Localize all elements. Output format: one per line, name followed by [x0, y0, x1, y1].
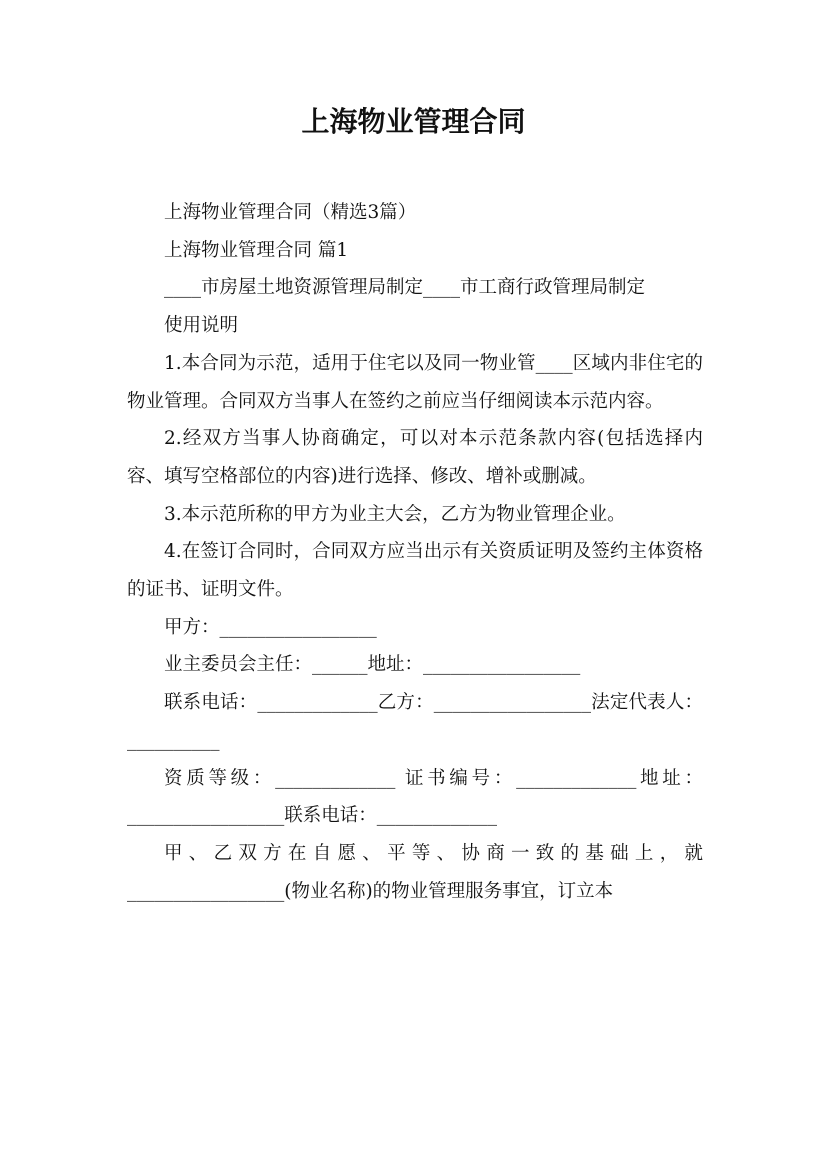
paragraph: 联系电话：_____________乙方：_________________法定代表人：__________ — [127, 692, 703, 751]
paragraph: 1.本合同为示范，适用于住宅以及同一物业管____区域内非住宅的物业管理。合同双方当事人在签约之前应当仔细阅读本示范内容。 — [127, 352, 703, 412]
document-body — [127, 194, 703, 910]
paragraph: 资质等级：_____________ 证书编号：_____________地址：_________________联系电话：_____________ — [127, 767, 703, 827]
paragraph: 上海物业管理合同（精选3篇） — [164, 202, 417, 223]
paragraph: 使用说明 — [164, 315, 239, 337]
paragraph: 甲方：_________________ — [164, 616, 377, 638]
paragraph: 甲、乙双方在自愿、平等、协商一致的基础上，就_________________(物业名称)的物业管理服务事宜，订立本 — [127, 842, 703, 902]
document-title: 上海物业管理合同 — [301, 105, 526, 138]
paragraph: 4.在签订合同时，合同双方应当出示有关资质证明及签约主体资格的证书、证明文件。 — [127, 541, 703, 601]
paragraph: ____市房屋土地资源管理局制定____市工商行政管理局制定 — [164, 277, 646, 299]
paragraph: 业主委员会主任：______地址：_________________ — [164, 654, 581, 676]
paragraph: 上海物业管理合同 篇1 — [164, 239, 349, 261]
paragraph: 3.本示范所称的甲方为业主大会，乙方为物业管理企业。 — [164, 503, 626, 525]
paragraph: 2.经双方当事人协商确定，可以对本示范条款内容(包括选择内容、填写空格部位的内容)进行选择、修改、增补或删减。 — [127, 428, 703, 487]
